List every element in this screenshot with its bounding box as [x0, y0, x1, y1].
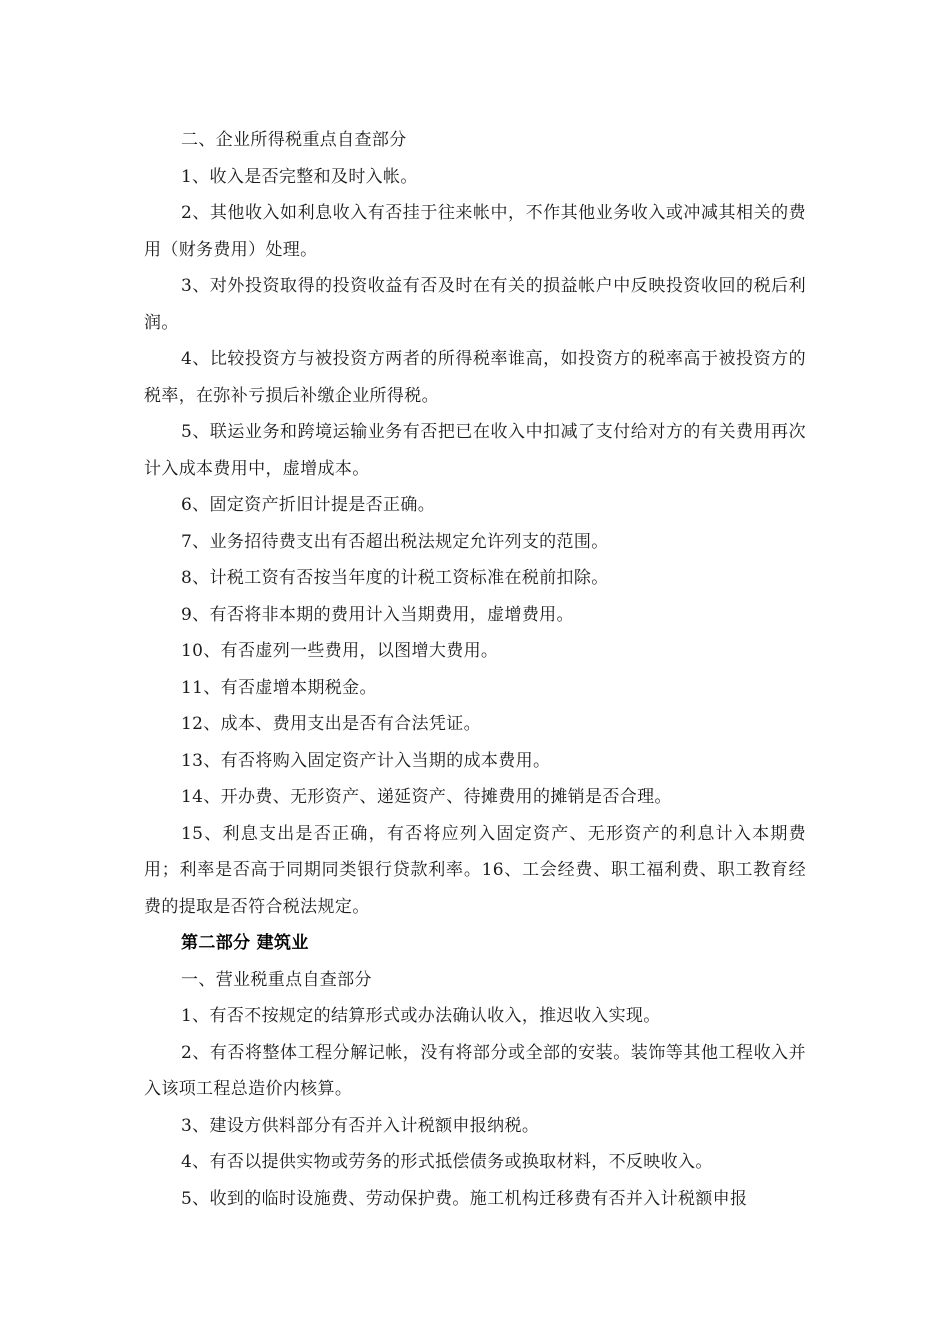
document-body [144, 122, 806, 1217]
checklist-item-2: 2、其他收入如利息收入有否挂于往来帐中，不作其他业务收入或冲减其相关的费用（财务费用）处理。 [144, 203, 806, 260]
construction-item-3: 3、建设方供料部分有否并入计税额申报纳税。 [181, 1115, 540, 1136]
checklist-item-3: 3、对外投资取得的投资收益有否及时在有关的损益帐户中反映投资收回的税后利润。 [144, 276, 806, 333]
checklist-item-5: 5、联运业务和跨境运输业务有否把已在收入中扣减了支付给对方的有关费用再次计入成本费用中，虚增成本。 [144, 422, 806, 479]
checklist-item-10: 10、有否虚列一些费用，以图增大费用。 [181, 641, 499, 661]
construction-item-2: 2、有否将整体工程分解记帐，没有将部分或全部的安装。装饰等其他工程收入并入该项工程总造价内核算。 [144, 1042, 806, 1099]
section-heading-business-tax: 一、营业税重点自查部分 [181, 969, 372, 990]
section-heading-enterprise-income-tax: 二、企业所得税重点自查部分 [181, 130, 407, 150]
checklist-item-12: 12、成本、费用支出是否有合法凭证。 [181, 714, 481, 734]
checklist-item-9: 9、有否将非本期的费用计入当期费用，虚增费用。 [181, 604, 574, 625]
part-heading-construction: 第二部分 建筑业 [181, 933, 309, 953]
construction-item-5: 5、收到的临时设施费、劳动保护费。施工机构迁移费有否并入计税额申报 [181, 1188, 748, 1209]
checklist-item-14: 14、开办费、无形资产、递延资产、待摊费用的摊销是否合理。 [181, 787, 672, 807]
checklist-item-1: 1、收入是否完整和及时入帐。 [181, 166, 418, 187]
construction-item-4: 4、有否以提供实物或劳务的形式抵偿债务或换取材料，不反映收入。 [181, 1152, 713, 1172]
checklist-item-4: 4、比较投资方与被投资方两者的所得税率谁高，如投资方的税率高于被投资方的税率，在弥补亏损后补缴企业所得税。 [144, 349, 806, 406]
checklist-item-7: 7、业务招待费支出有否超出税法规定允许列支的范围。 [181, 531, 609, 552]
checklist-item-8: 8、计税工资有否按当年度的计税工资标准在税前扣除。 [181, 568, 609, 588]
checklist-item-15-16: 15、利息支出是否正确，有否将应列入固定资产、无形资产的利息计入本期费用；利率是否高于同期同类银行贷款利率。16、工会经费、职工福利费、职工教育经费的提取是否符合税法规定。 [144, 823, 806, 917]
checklist-item-13: 13、有否将购入固定资产计入当期的成本费用。 [181, 750, 551, 771]
checklist-item-11: 11、有否虚增本期税金。 [181, 677, 377, 698]
checklist-item-6: 6、固定资产折旧计提是否正确。 [181, 495, 436, 515]
construction-item-1: 1、有否不按规定的结算形式或办法确认收入，推迟收入实现。 [181, 1006, 661, 1026]
